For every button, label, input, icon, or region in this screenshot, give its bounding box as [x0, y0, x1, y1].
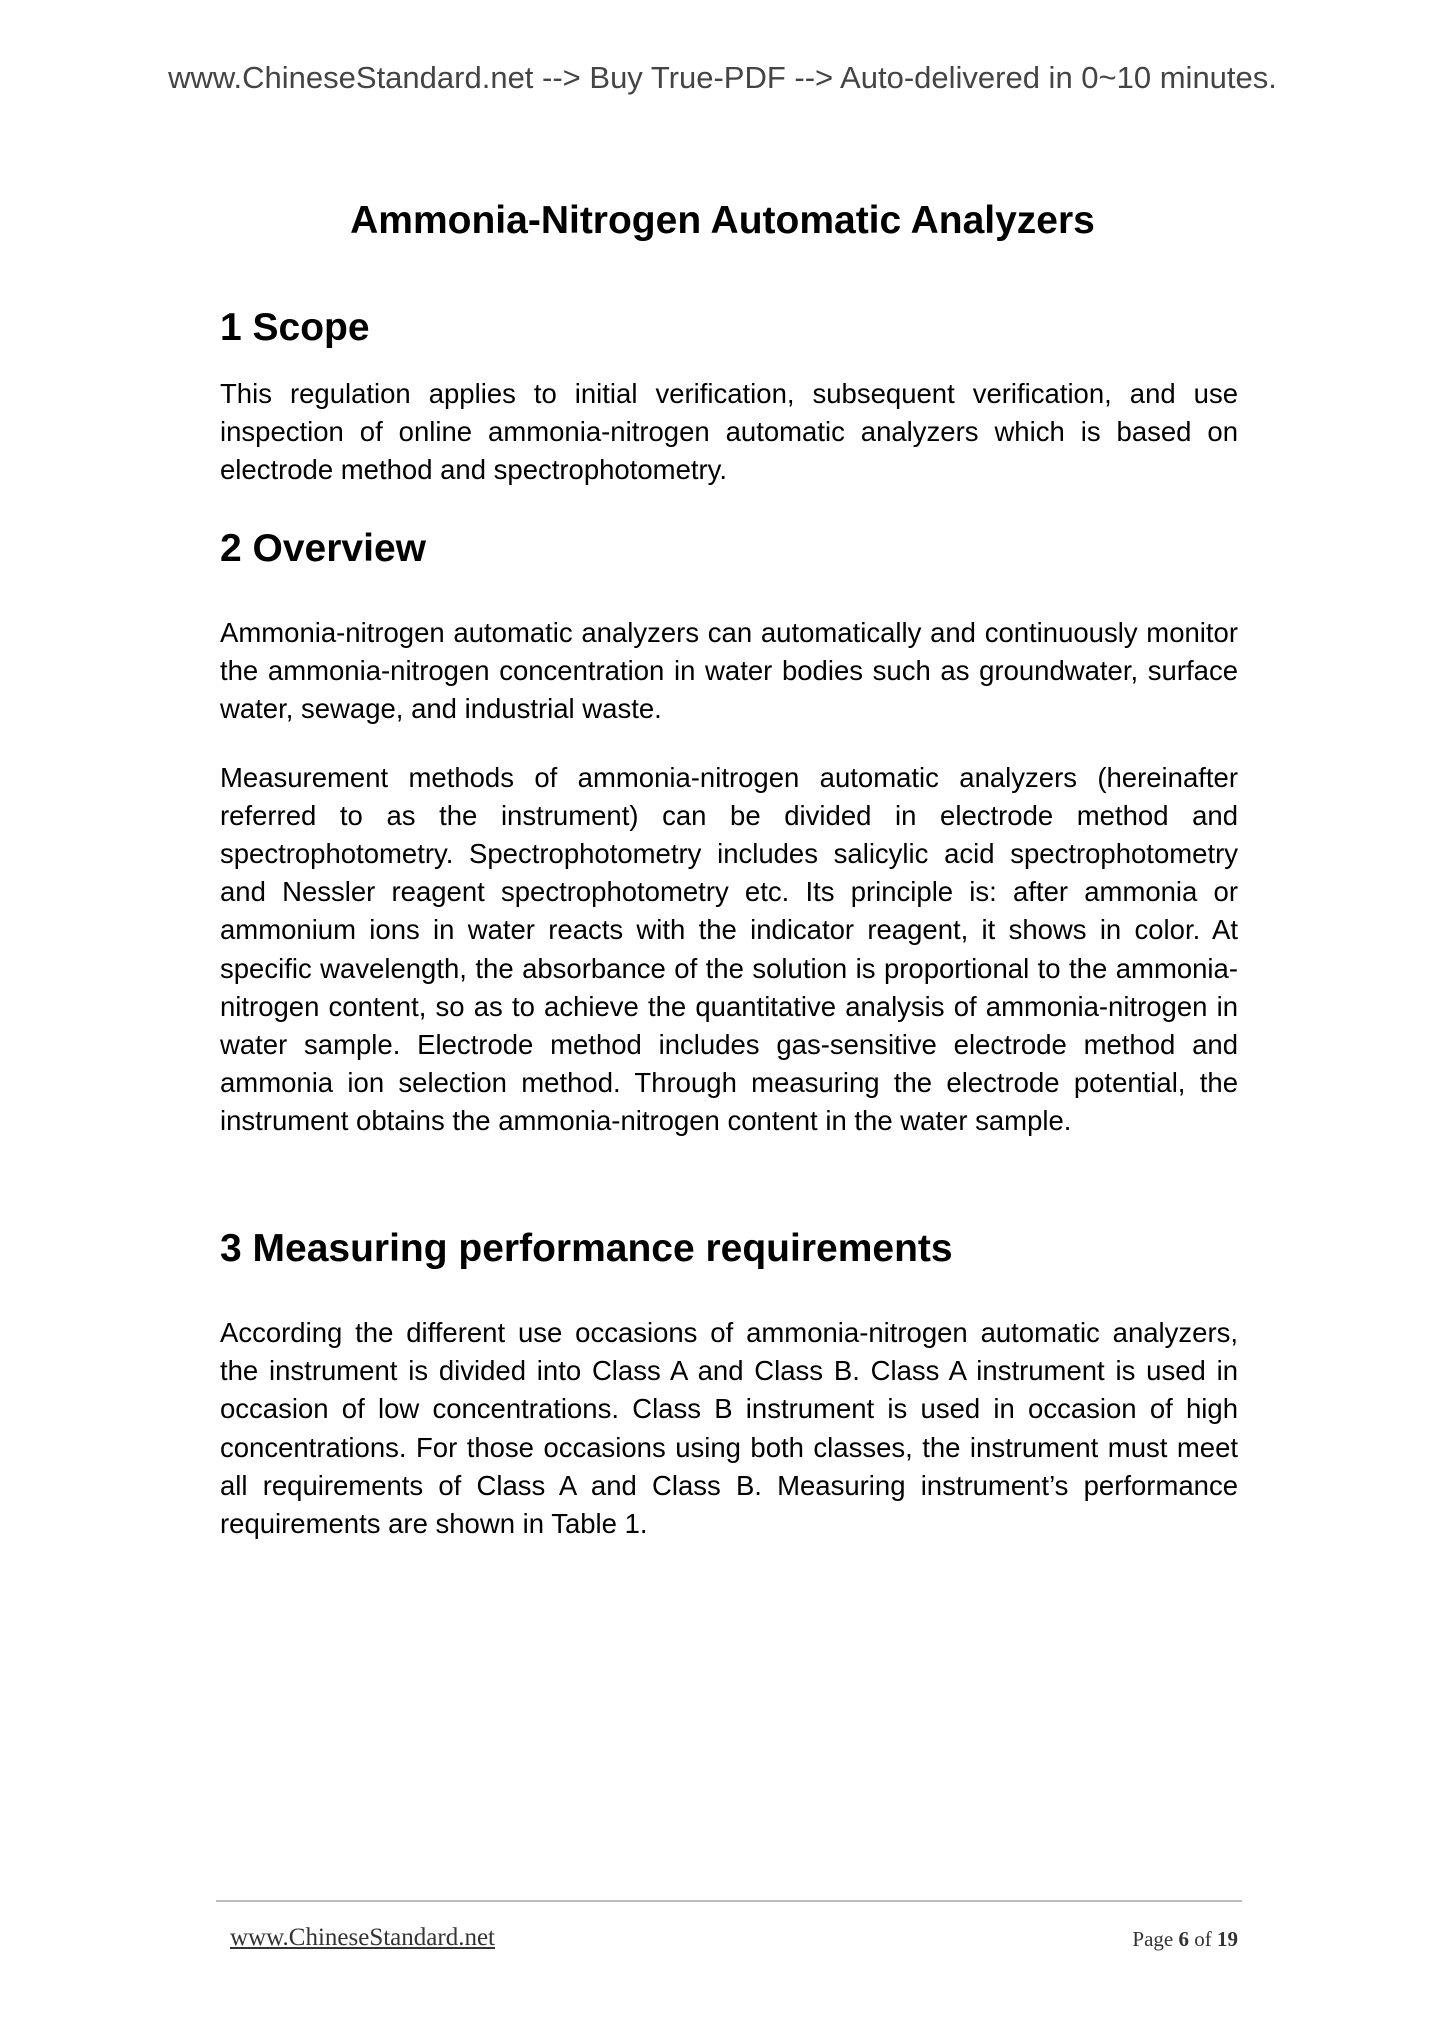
section-heading-measuring-performance: 3 Measuring performance requirements: [220, 1227, 953, 1270]
scope-paragraph: This regulation applies to initial verification, subsequent verification, and use inspection of online ammonia-nitrogen automatic analyzers which is based on electrode method and spectrophotometry.: [220, 378, 1238, 486]
section-overview: [220, 526, 1238, 1141]
overview-paragraph-1: Ammonia-nitrogen automatic analyzers can automatically and continuously monitor the ammonia-nitrogen concentration in water bodies such as groundwater, surface water, sewage, and industrial waste.: [220, 617, 1238, 725]
page-number: [1132, 1924, 1238, 1954]
section-heading-scope: 1 Scope: [220, 306, 370, 349]
page-total: 19: [1217, 1927, 1238, 1951]
top-banner: www.ChineseStandard.net --> Buy True-PDF --> Auto-delivered in 0~10 minutes.: [168, 60, 1277, 95]
measuring-performance-paragraph: According the different use occasions of ammonia-nitrogen automatic analyzers, the instrument is divided into Class A and Class B. Class A instrument is used in occasion of low concentrations. Class B instrument is used in occasion of high concentrations. For those occasions using both classes, the instrument must meet all requirements of Class A and Class B. Measuring instrument’s performance requirements are shown in Table 1.: [220, 1317, 1238, 1540]
footer-divider: [216, 1900, 1242, 1902]
section-heading-overview: 2 Overview: [220, 527, 426, 570]
overview-paragraph-2: Measurement methods of ammonia-nitrogen automatic analyzers (hereinafter referred to as the instrument) can be divided in electrode method and spectrophotometry. Spectrophotometry includes salicylic acid spectrophotometry and Nessler reagent spectrophotometry etc. Its principle is: after ammonia or ammonium ions in water reacts with the indicator reagent, it shows in color. At specific wavelength, the absorbance of the solution is proportional to the ammonia-nitrogen content, so as to achieve the quantitative analysis of ammonia-nitrogen in water sample. Electrode method includes gas-sensitive electrode method and ammonia ion selection method. Through measuring the electrode potential, the instrument obtains the ammonia-nitrogen content in the water sample.: [220, 761, 1238, 1137]
document-title: Ammonia-Nitrogen Automatic Analyzers: [350, 199, 1095, 242]
page-label: Page: [1132, 1927, 1174, 1951]
page-current: 6: [1178, 1927, 1189, 1951]
page-of-label: of: [1194, 1927, 1212, 1951]
section-scope: [220, 305, 1238, 490]
section-measuring-performance: [220, 1226, 1238, 1543]
footer-website-link[interactable]: www.ChineseStandard.net: [230, 1924, 495, 1951]
